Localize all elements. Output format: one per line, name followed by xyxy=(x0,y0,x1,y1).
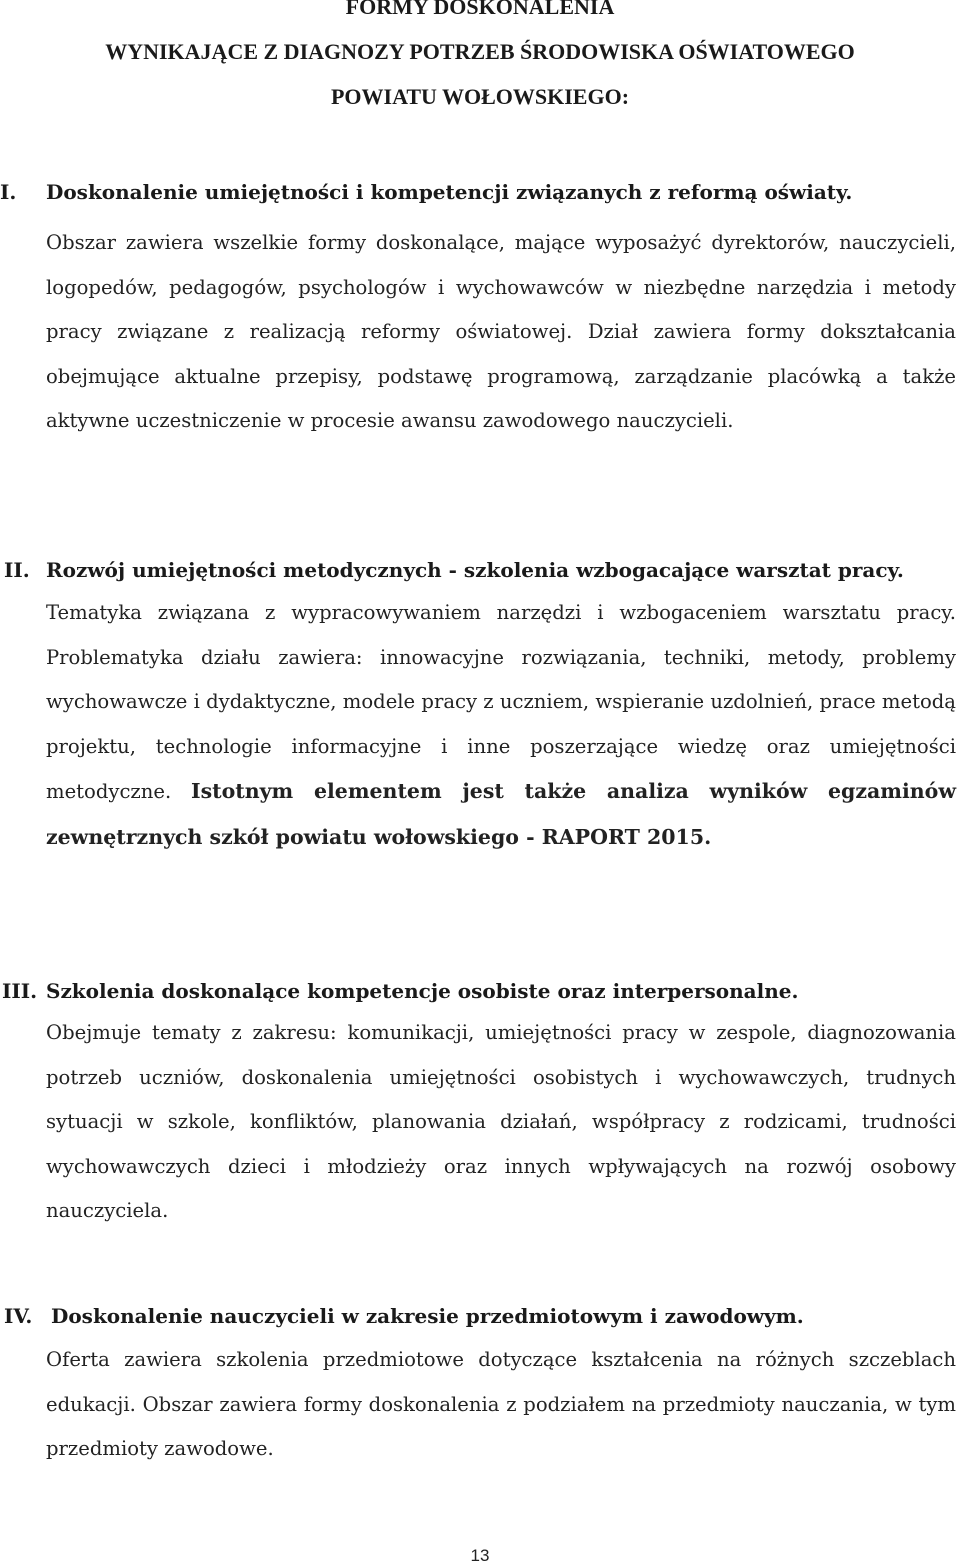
section-2-number: II. xyxy=(4,558,30,582)
section-1-body: Obszar zawiera wszelkie formy doskonalące, mające wyposażyć dyrektorów, nauczycieli, logopedów, pedagogów, psychologów i wychowawców w niezbędne narzędzia i metody pracy związane z realizacją reformy oświatowej. Dział zawiera formy dokształcania obejmujące aktualne przepisy, podstawę programową, zarządzanie placówką a także aktywne uczestniczenie w procesie awansu zawodowego nauczycieli. xyxy=(46,231,956,432)
section-4-title: Doskonalenie nauczycieli w zakresie przedmiotowym i zawodowym. xyxy=(51,1304,804,1328)
section-2-body-emphasis: Istotnym elementem jest także analiza wyników egzaminów zewnętrznych szkół powiatu wołowskiego - RAPORT 2015. xyxy=(46,779,956,849)
header-district: POWIATU WOŁOWSKIEGO: xyxy=(330,84,630,109)
section-3-body: Obejmuje tematy z zakresu: komunikacji, umiejętności pracy w zespole, diagnozowania potrzeb uczniów, doskonalenia umiejętności osobistych i wychowawczych, trudnych sytuacji w szkole, konfliktów, planowania działań, współpracy z rodzicami, trudności wychowawczych dzieci i młodzieży oraz innych wpływających na rozwój osobowy nauczyciela. xyxy=(46,1021,956,1222)
section-2-body-text: Tematyka związana z wypracowywaniem narzędzi i wzbogaceniem warsztatu pracy. Problematyka działu zawiera: innowacyjne rozwiązania, techniki, metody, problemy wychowawcze i dydaktyczne, modele pracy z uczniem, wspieranie uzdolnień, prace metodą projektu, technologie informacyjne i inne poszerzające wiedzę oraz umiejętności metodyczne. xyxy=(46,601,956,803)
section-3-title: Szkolenia doskonalące kompetencje osobiste oraz interpersonalne. xyxy=(46,979,799,1003)
section-4-number: IV. xyxy=(4,1304,33,1328)
page-number: 13 xyxy=(470,1546,490,1565)
header-title: FORMY DOSKONALENIA xyxy=(345,0,615,19)
header-subtitle: WYNIKAJĄCE Z DIAGNOZY POTRZEB ŚRODOWISKA OŚWIATOWEGO xyxy=(105,39,855,64)
section-1-number: I. xyxy=(0,180,17,204)
section-2-body xyxy=(46,591,956,860)
section-4-body: Oferta zawiera szkolenia przedmiotowe dotyczące kształcenia na różnych szczeblach edukacji. Obszar zawiera formy doskonalenia z podziałem na przedmioty nauczania, w tym przedmioty zawodowe. xyxy=(46,1348,956,1460)
section-2-title: Rozwój umiejętności metodycznych - szkolenia wzbogacające warsztat pracy. xyxy=(46,558,904,582)
section-3-number: III. xyxy=(2,979,38,1003)
section-1-title: Doskonalenie umiejętności i kompetencji związanych z reformą oświaty. xyxy=(46,180,853,204)
